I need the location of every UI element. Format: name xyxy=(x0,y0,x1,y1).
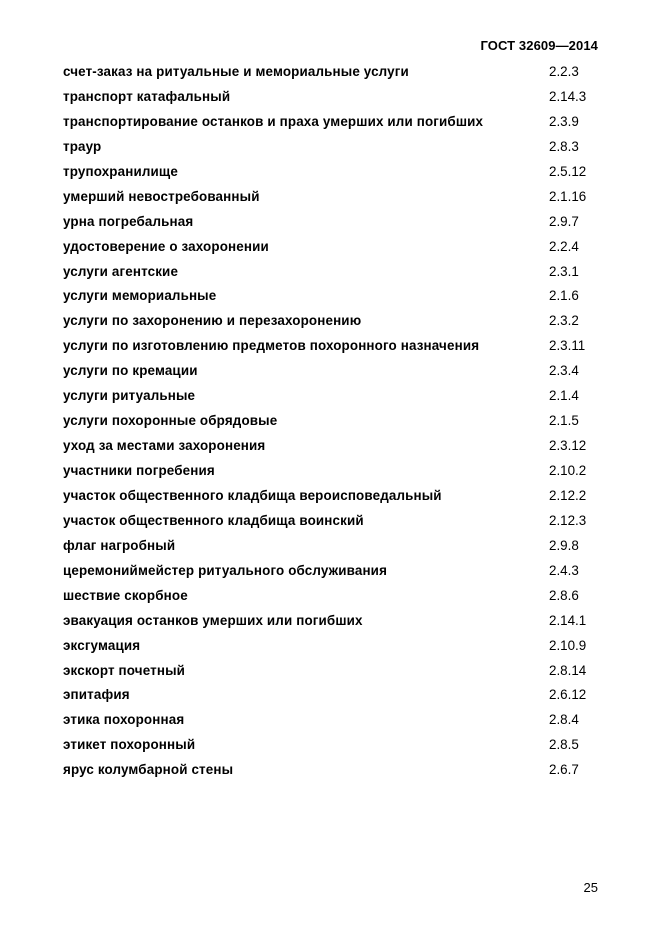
index-term: шествие скорбное xyxy=(63,587,188,603)
index-entry xyxy=(63,537,603,562)
index-entry xyxy=(63,587,603,612)
index-entry xyxy=(63,63,603,88)
index-term: удостоверение о захоронении xyxy=(63,238,269,254)
index-term: транспортирование останков и праха умерших или погибших xyxy=(63,113,484,129)
index-entry xyxy=(63,637,603,662)
index-reference-number: 2.3.11 xyxy=(549,338,586,354)
index-term: этика похоронная xyxy=(63,712,185,728)
index-term: церемониймейстер ритуального обслуживания xyxy=(63,562,388,578)
index-term: услуги по захоронению и перезахоронению xyxy=(63,313,362,329)
index-entry xyxy=(63,512,603,537)
index-entry xyxy=(63,612,603,637)
index-reference-number: 2.6.7 xyxy=(549,762,579,778)
index-entry xyxy=(63,138,603,163)
index-entry xyxy=(63,437,603,462)
document-code-header: ГОСТ 32609—2014 xyxy=(480,38,598,53)
index-entry xyxy=(63,312,603,337)
index-entry xyxy=(63,213,603,238)
index-entry xyxy=(63,337,603,362)
index-term: услуги мемориальные xyxy=(63,288,217,304)
index-entry xyxy=(63,387,603,412)
index-reference-number: 2.1.4 xyxy=(549,388,579,404)
index-term: умерший невостребованный xyxy=(63,188,260,204)
index-reference-number: 2.5.12 xyxy=(549,163,587,179)
index-entry xyxy=(63,412,603,437)
index-term: услуги по изготовлению предметов похоронного назначения xyxy=(63,338,480,354)
index-term: трупохранилище xyxy=(63,163,178,179)
index-reference-number: 2.8.3 xyxy=(549,138,579,154)
index-term: участок общественного кладбища воинский xyxy=(63,512,364,528)
index-term: урна погребальная xyxy=(63,213,194,229)
index-term: эксгумация xyxy=(63,637,141,653)
index-term: эпитафия xyxy=(63,687,130,703)
index-reference-number: 2.2.3 xyxy=(549,64,579,79)
index-entry xyxy=(63,562,603,587)
index-term: флаг нагробный xyxy=(63,537,176,553)
index-reference-number: 2.6.12 xyxy=(549,687,587,703)
page-number: 25 xyxy=(583,880,598,895)
index-entry xyxy=(63,113,603,138)
index-entry xyxy=(63,88,603,113)
index-entry xyxy=(63,362,603,387)
term-index-list xyxy=(63,63,603,786)
index-entry xyxy=(63,263,603,288)
index-term: счет-заказ на ритуальные и мемориальные услуги xyxy=(63,64,409,79)
index-entry xyxy=(63,662,603,687)
index-reference-number: 2.12.2 xyxy=(549,487,587,503)
index-reference-number: 2.2.4 xyxy=(549,238,579,254)
index-reference-number: 2.4.3 xyxy=(549,562,579,578)
index-entry xyxy=(63,686,603,711)
index-reference-number: 2.3.1 xyxy=(549,263,579,279)
index-reference-number: 2.3.4 xyxy=(549,363,579,379)
index-entry xyxy=(63,188,603,213)
index-term: услуги по кремации xyxy=(63,363,198,379)
index-reference-number: 2.9.8 xyxy=(549,537,579,553)
index-entry xyxy=(63,736,603,761)
index-entry xyxy=(63,287,603,312)
index-reference-number: 2.14.1 xyxy=(549,612,587,628)
index-term: эвакуация останков умерших или погибших xyxy=(63,612,363,628)
index-term: участок общественного кладбища вероисповедальный xyxy=(63,487,442,503)
index-reference-number: 2.1.6 xyxy=(549,288,579,304)
index-reference-number: 2.9.7 xyxy=(549,213,579,229)
index-reference-number: 2.8.5 xyxy=(549,737,579,753)
index-term: транспорт катафальный xyxy=(63,88,231,104)
index-reference-number: 2.3.9 xyxy=(549,113,579,129)
index-reference-number: 2.3.2 xyxy=(549,313,579,329)
index-reference-number: 2.14.3 xyxy=(549,88,587,104)
index-reference-number: 2.12.3 xyxy=(549,512,587,528)
index-term: уход за местами захоронения xyxy=(63,438,266,454)
index-term: этикет похоронный xyxy=(63,737,196,753)
index-reference-number: 2.10.9 xyxy=(549,637,587,653)
index-entry xyxy=(63,163,603,188)
index-reference-number: 2.10.2 xyxy=(549,463,587,478)
index-entry xyxy=(63,238,603,263)
index-term: участники погребения xyxy=(63,463,215,478)
index-term: экскорт почетный xyxy=(63,662,186,678)
index-reference-number: 2.1.16 xyxy=(549,188,587,204)
index-reference-number: 2.3.12 xyxy=(549,438,587,454)
index-entry xyxy=(63,462,603,487)
index-reference-number: 2.8.6 xyxy=(549,587,579,603)
index-term: услуги похоронные обрядовые xyxy=(63,413,278,429)
index-term: ярус колумбарной стены xyxy=(63,762,234,778)
index-reference-number: 2.8.4 xyxy=(549,712,579,728)
index-entry xyxy=(63,761,603,786)
index-entry xyxy=(63,711,603,736)
index-reference-number: 2.1.5 xyxy=(549,413,579,429)
index-term: траур xyxy=(63,138,102,154)
index-term: услуги ритуальные xyxy=(63,388,196,404)
index-reference-number: 2.8.14 xyxy=(549,662,587,678)
index-term: услуги агентские xyxy=(63,263,179,279)
index-entry xyxy=(63,487,603,512)
